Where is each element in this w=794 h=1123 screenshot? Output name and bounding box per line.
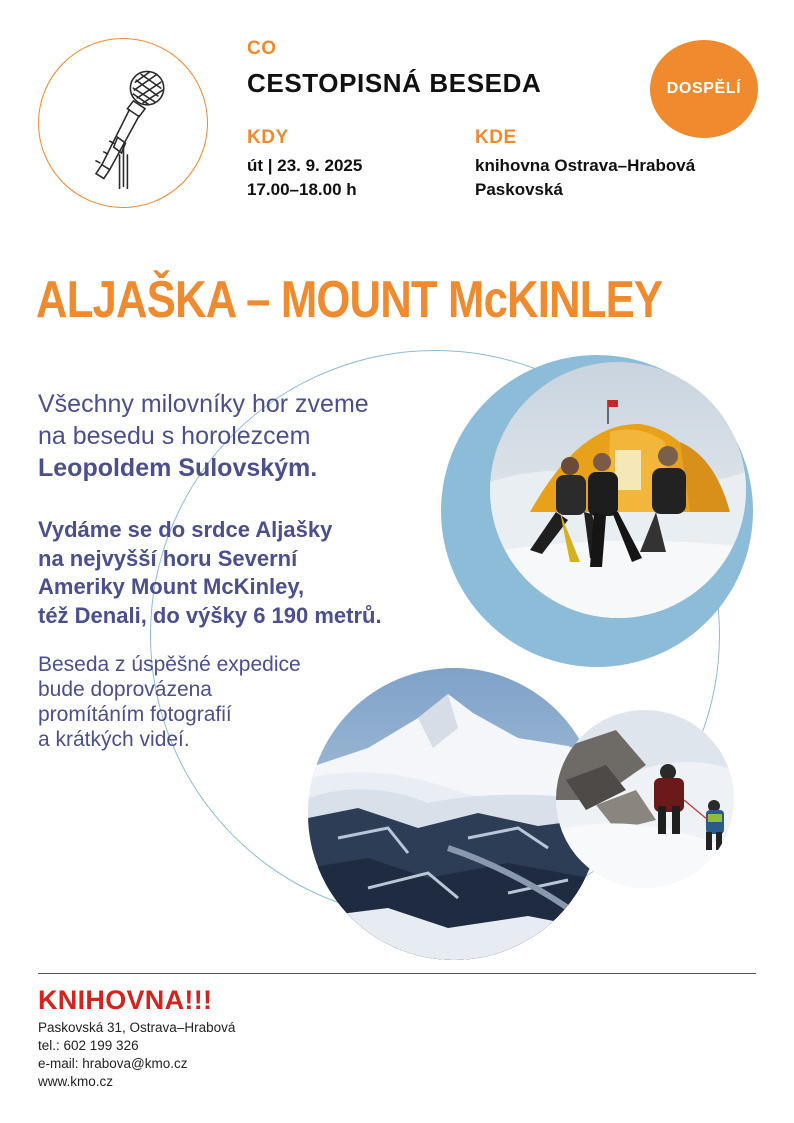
trip-description	[38, 516, 498, 630]
library-email[interactable]: e-mail: hrabova@kmo.cz	[38, 1056, 188, 1071]
event-location	[475, 154, 695, 202]
trip-line: též Denali, do výšky 6 190 metrů.	[38, 602, 382, 628]
when-label: KDY	[247, 127, 289, 148]
event-venue: knihovna Ostrava–Hrabová	[475, 156, 696, 175]
expedition-tent-photo	[490, 362, 746, 618]
guest-name	[38, 452, 478, 484]
trip-line: na nejvyšší horu Severní	[38, 545, 298, 571]
program-description	[38, 652, 358, 752]
microphone-icon	[39, 39, 206, 206]
library-contact	[38, 1019, 235, 1091]
library-address: Paskovská 31, Ostrava–Hrabová	[38, 1020, 236, 1035]
footer-divider	[38, 973, 756, 974]
climbers-ridge-photo	[556, 710, 734, 888]
trip-line: Vydáme se do srdce Aljašky	[38, 517, 333, 542]
program-line: promítáním fotografií	[38, 703, 232, 726]
event-type: CESTOPISNÁ BESEDA	[247, 68, 542, 98]
intro-text	[38, 388, 478, 484]
intro-line: Všechny milovníky hor zveme	[38, 390, 369, 418]
program-line: a krátkých videí.	[38, 728, 190, 751]
trip-line: Ameriky Mount McKinley,	[38, 574, 305, 599]
audience-badge: DOSPĚLÍ	[650, 40, 758, 138]
where-label: KDE	[475, 127, 517, 148]
microphone-badge	[38, 38, 208, 208]
event-time: 17.00–18.00 h	[247, 180, 357, 199]
library-website[interactable]: www.kmo.cz	[38, 1074, 114, 1089]
guest-name-text: Leopoldem Sulovským.	[38, 454, 318, 482]
program-line: Beseda z úspěšné expedice	[38, 653, 301, 676]
poster-title: ALJAŠKA – MOUNT McKINLEY	[36, 271, 663, 329]
library-logo: KNIHOVNA!!!	[38, 985, 213, 1015]
intro-line: na besedu s horolezcem	[38, 422, 311, 450]
event-datetime	[247, 154, 362, 202]
library-phone: tel.: 602 199 326	[38, 1038, 139, 1053]
what-label: CO	[247, 38, 277, 59]
event-date: út | 23. 9. 2025	[247, 156, 363, 175]
event-street: Paskovská	[475, 180, 563, 199]
program-line: bude doprovázena	[38, 678, 212, 701]
